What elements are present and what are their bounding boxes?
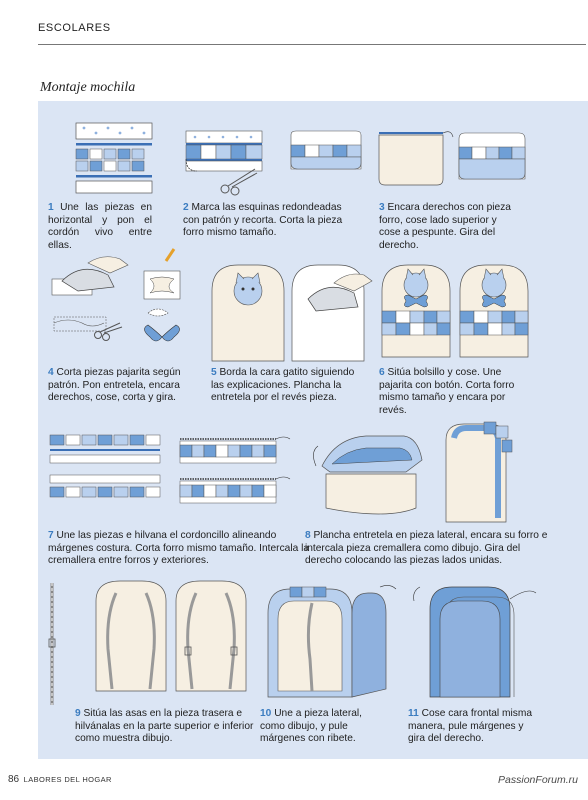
section-label: ESCOLARES <box>38 22 111 34</box>
step-10-number: 10 <box>260 708 272 719</box>
step-4-illustration <box>48 251 183 361</box>
step-1-illustration <box>70 121 185 196</box>
step-2-caption <box>183 202 353 240</box>
step-7-text: Une las piezas e hilvana el cordoncillo alineando márgenes costura. Corta forro mismo tamaño. Intercala la cremallera entre forros y exteriores. <box>48 530 310 566</box>
step-5-illustration <box>208 261 373 371</box>
step-11-illustration <box>410 579 540 709</box>
step-9-caption <box>75 708 257 746</box>
page-title: Montaje mochila <box>40 80 136 95</box>
step-8-text: Plancha entretela en pieza lateral, encara su forro e intercala pieza cremallera como dibujo. Gira del derecho colocando las piezas lados unidas. <box>305 530 548 566</box>
step-1-number: 1 <box>48 202 54 213</box>
step-3-illustration <box>373 129 533 189</box>
step-8-illustration <box>306 416 546 526</box>
step-5-number: 5 <box>211 367 217 378</box>
magazine-name: LABORES DEL HOGAR <box>23 775 112 784</box>
instructions-panel <box>38 101 588 759</box>
step-4-number: 4 <box>48 367 54 378</box>
step-4-text: Corta piezas pajarita según patrón. Pon entretela, encara derechos, cose, corta y gira. <box>48 367 181 403</box>
step-6-number: 6 <box>379 367 385 378</box>
watermark: PassionForum.ru <box>498 774 578 786</box>
step-2-number: 2 <box>183 202 189 213</box>
step-7-caption <box>48 530 310 568</box>
step-11-text: Cose cara frontal misma manera, pule márgenes y gira del derecho. <box>408 708 533 744</box>
step-11-caption <box>408 708 536 746</box>
step-5-text: Borda la cara gatito siguiendo las explicaciones. Plancha la entretela por el revés pieza. <box>211 367 355 403</box>
step-3-caption <box>379 202 521 252</box>
step-8-caption <box>305 530 558 568</box>
step-1-caption <box>48 202 152 252</box>
step-9-number: 9 <box>75 708 81 719</box>
page-footer <box>8 774 112 785</box>
step-11-number: 11 <box>408 708 419 719</box>
step-6-illustration <box>378 261 538 361</box>
step-3-number: 3 <box>379 202 385 213</box>
step-2-text: Marca las esquinas redondeadas con patrón y recorta. Corta la pieza forro mismo tamaño. <box>183 202 343 238</box>
step-9-text: Sitúa las asas en la pieza trasera e hilvánalas en la parte superior e inferior como muestra dibujo. <box>75 708 254 744</box>
step-6-caption <box>379 367 529 417</box>
step-2-illustration <box>183 129 268 199</box>
step-10-illustration <box>260 579 400 709</box>
header-rule <box>38 44 586 45</box>
page-number: 86 <box>8 774 20 785</box>
step-6-text: Sitúa bolsillo y cose. Une pajarita con botón. Corta forro mismo tamaño y encara por revés. <box>379 367 515 416</box>
step-9-illustration <box>46 579 246 709</box>
step-7-illustration <box>48 431 298 516</box>
step-10-caption <box>260 708 382 746</box>
step-5-caption <box>211 367 369 405</box>
step-2b-illustration <box>288 129 368 174</box>
step-1-text: Une las piezas en horizontal y pon el cordón vivo entre ellas. <box>48 202 152 251</box>
step-4-caption <box>48 367 198 405</box>
step-8-number: 8 <box>305 530 311 541</box>
step-7-number: 7 <box>48 530 54 541</box>
step-3-text: Encara derechos con pieza forro, cose lado superior y cose a pespunte. Gira del derecho. <box>379 202 511 251</box>
step-10-text: Une a pieza lateral, como dibujo, y pule márgenes con ribete. <box>260 708 362 744</box>
